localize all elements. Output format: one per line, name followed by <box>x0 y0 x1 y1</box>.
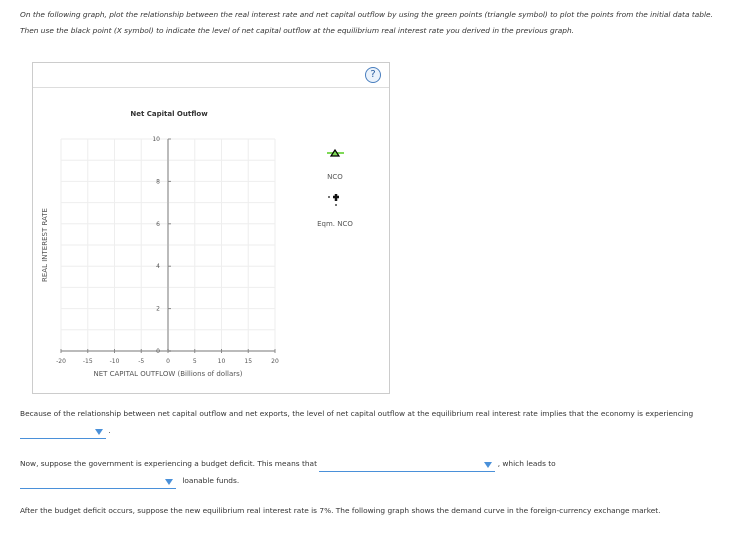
chart-title: Net Capital Outflow <box>130 110 208 118</box>
cross-icon[interactable] <box>333 194 339 201</box>
chevron-down-icon <box>95 429 103 435</box>
question-1 <box>20 405 730 439</box>
q2-after: loanable funds. <box>182 476 240 485</box>
x-tick-label: 5 <box>192 358 197 365</box>
x-tick-label: -15 <box>82 358 93 365</box>
y-tick-label: 6 <box>156 220 160 228</box>
legend-label-nco: NCO <box>327 173 343 181</box>
x-tick-label: -10 <box>109 358 120 365</box>
y-axis-label: REAL INTEREST RATE <box>41 208 49 282</box>
y-tick-label: 8 <box>156 178 160 186</box>
y-tick-label: 0 <box>156 348 160 355</box>
x-tick-label: -5 <box>138 358 145 365</box>
x-tick-label: 10 <box>217 358 226 365</box>
chevron-down-icon <box>165 479 173 485</box>
q2-middle: , which leads to <box>497 459 556 468</box>
question-2 <box>20 455 730 489</box>
legend-label-eqm: Eqm. NCO <box>317 220 353 228</box>
y-tick-label: 10 <box>152 136 160 143</box>
q1-after: . <box>108 426 111 435</box>
instructions: On the following graph, plot the relationship between the real interest rate and net capital outflow by using the green points (triangle symbol) to plot the points from the initial data table. Then use the black point (X symbol) to indicate the level of net capital outflow at the equilibrium real interest rate you derived in the previous graph. <box>20 10 713 35</box>
y-tick-label: 2 <box>156 305 160 313</box>
x-tick-label: 20 <box>271 358 279 365</box>
cross-dot <box>335 204 337 206</box>
q1-text: Because of the relationship between net capital outflow and net exports, the level of net capital outflow at the equilibrium real interest rate implies that the economy is experiencing <box>20 409 694 418</box>
x-tick-label: 0 <box>166 358 170 365</box>
x-axis-label: NET CAPITAL OUTFLOW (Billions of dollars) <box>93 370 243 378</box>
q2-dropdown-2[interactable] <box>20 477 176 489</box>
question-3: After the budget deficit occurs, suppose the new equilibrium real interest rate is 7%. The following graph shows the demand curve in the foreign-currency exchange market. <box>20 506 661 515</box>
cross-dot <box>328 196 330 198</box>
q2-text: Now, suppose the government is experiencing a budget deficit. This means that <box>20 459 317 468</box>
chevron-down-icon <box>484 462 492 468</box>
help-button[interactable]: ? <box>365 67 381 83</box>
q1-dropdown[interactable] <box>20 427 106 439</box>
x-tick-label: 15 <box>244 358 253 365</box>
q2-dropdown-1[interactable] <box>319 460 495 472</box>
y-tick-label: 4 <box>156 263 160 271</box>
x-tick-label: -20 <box>56 358 66 365</box>
